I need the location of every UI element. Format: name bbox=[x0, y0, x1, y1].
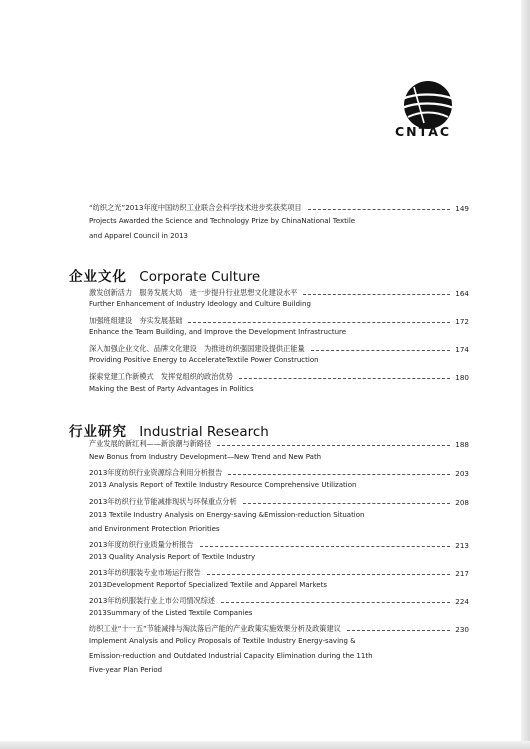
section-title-zh: 行业研究 bbox=[69, 424, 127, 440]
toc-entry-title-en: Five-year Plan Period bbox=[89, 666, 163, 674]
toc-entry-title-en: 2013 Analysis Report of Textile Industry Resource Comprehensive Utilization bbox=[89, 481, 357, 489]
toc-entry-title-en: 2013Development Reportof Specialized Textile and Apparel Markets bbox=[89, 581, 328, 589]
toc-entry[interactable] bbox=[89, 369, 469, 382]
toc-entry-page: 172 bbox=[455, 317, 469, 326]
toc-entry-title-zh: 激发创新活力 服务发展大局 进一步提升行业思想文化建设水平 bbox=[89, 288, 298, 297]
toc-entry-page: 174 bbox=[455, 345, 469, 354]
toc-entry[interactable] bbox=[89, 593, 469, 606]
toc-entry-title-zh: 2013年纺织服装行业上市公司情况综述 bbox=[89, 596, 216, 605]
toc-entry-page: 180 bbox=[455, 373, 469, 382]
toc-entry-title-en: Further Enhancement of Industry Ideology and Culture Building bbox=[89, 300, 311, 308]
section-title-corporate-culture bbox=[69, 265, 260, 285]
toc-entry-title-en: Providing Positive Energy to AccelerateTextile Power Construction bbox=[89, 356, 319, 364]
toc-entry-title-en: Emission-reduction and Outdated Industrial Capacity Elimination during the 11th bbox=[89, 652, 373, 660]
leader-dots bbox=[228, 474, 450, 475]
leader-dots bbox=[303, 294, 450, 295]
toc-entry-title-zh: 2013年纺织服装专业市场运行报告 bbox=[89, 568, 201, 577]
toc-entry[interactable] bbox=[89, 465, 469, 478]
section-title-en: Corporate Culture bbox=[139, 269, 261, 285]
toc-entry-title-en: 2013 Quality Analysis Report of Textile Industry bbox=[89, 553, 256, 561]
toc-entry-title-en: Enhance the Team Building, and Improve the Development Infrastructure bbox=[89, 328, 347, 336]
toc-entry-title-en: New Bonus from Industry Development—New Trend and New Path bbox=[89, 453, 322, 461]
toc-entry-page: 149 bbox=[455, 204, 469, 213]
toc-entry-title-zh: 2013年纺织行业节能减排现状与环保重点分析 bbox=[89, 497, 237, 506]
toc-entry[interactable] bbox=[89, 341, 469, 354]
toc-entry-title-en: 2013 Textile Industry Analysis on Energy-saving &Emission-reduction Situation bbox=[89, 511, 365, 519]
toc-entry-title-zh: 加强班组建设 夯实发展基础 bbox=[89, 316, 183, 325]
toc-entry-title-zh: 探索党建工作新模式 发挥党组织的政治优势 bbox=[89, 372, 233, 381]
toc-entry-page: 230 bbox=[455, 625, 469, 634]
toc-entry-title-en: 2013Summary of the Listed Textile Companies bbox=[89, 609, 253, 617]
toc-entry-title-en: Implement Analysis and Policy Proposals of Textile Industry Energy-saving & bbox=[89, 637, 356, 645]
leader-dots bbox=[207, 574, 451, 575]
toc-entry-page: 188 bbox=[455, 440, 469, 449]
leader-dots bbox=[217, 445, 450, 446]
toc-entry-page: 203 bbox=[455, 469, 469, 478]
toc-entry-title-zh: 纺织工业“十一五”节能减排与淘汰落后产能的产业政策实施效果分析及政策建议 bbox=[89, 624, 341, 633]
section-title-en: Industrial Research bbox=[139, 424, 269, 440]
leader-dots bbox=[221, 602, 450, 603]
toc-entry-title-zh: “纺织之光”2013年度中国纺织工业联合会科学技术进步奖获奖项目 bbox=[89, 203, 302, 212]
toc-entry-title-zh: 产业发展的新红利——新浪潮与新路径 bbox=[89, 439, 212, 448]
leader-dots bbox=[200, 546, 451, 547]
leader-dots bbox=[311, 350, 451, 351]
toc-entry-page: 213 bbox=[455, 541, 469, 550]
page-edge-shadow-bottom bbox=[0, 741, 530, 749]
toc-entry-title-zh: 2013年度纺织行业质量分析报告 bbox=[89, 540, 194, 549]
logo-text: CNTAC bbox=[395, 124, 452, 139]
toc-entry-title-zh: 2013年度纺织行业资源综合利用分析报告 bbox=[89, 468, 223, 477]
toc-entry-title-zh: 深入加强企业文化、品牌文化建设 为推进纺织强国建设提供正能量 bbox=[89, 344, 305, 353]
toc-entry[interactable] bbox=[89, 200, 469, 213]
toc-entry[interactable] bbox=[89, 565, 469, 578]
toc-entry[interactable] bbox=[89, 285, 469, 298]
page-edge-shadow-right bbox=[521, 0, 530, 749]
toc-entry[interactable] bbox=[89, 494, 469, 507]
toc-entry-page: 164 bbox=[455, 289, 469, 298]
toc-entry[interactable] bbox=[89, 537, 469, 550]
toc-entry-title-en: and Apparel Council in 2013 bbox=[89, 232, 188, 240]
toc-entry[interactable] bbox=[89, 313, 469, 326]
section-title-zh: 企业文化 bbox=[69, 269, 127, 285]
toc-entry-title-en: Projects Awarded the Science and Technology Prize by ChinaNational Textile bbox=[89, 217, 356, 225]
toc-entry-page: 224 bbox=[455, 597, 469, 606]
leader-dots bbox=[347, 630, 450, 631]
leader-dots bbox=[308, 209, 451, 210]
toc-entry-title-en: and Environment Protection Priorities bbox=[89, 525, 220, 533]
toc-entry[interactable] bbox=[89, 621, 469, 634]
toc-entry-page: 217 bbox=[455, 569, 469, 578]
toc-entry-title-en: Making the Best of Party Advantages in Politics bbox=[89, 385, 254, 393]
leader-dots bbox=[239, 378, 451, 379]
leader-dots bbox=[243, 503, 451, 504]
leader-dots bbox=[188, 322, 450, 323]
toc-entry-page: 208 bbox=[455, 498, 469, 507]
toc-entry[interactable] bbox=[89, 436, 469, 449]
